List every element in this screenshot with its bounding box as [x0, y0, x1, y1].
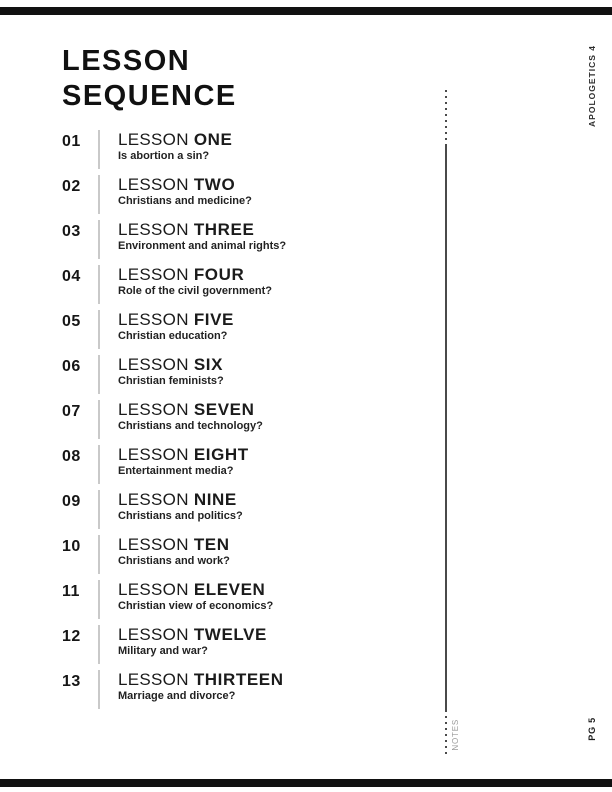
lesson-entry [98, 400, 263, 439]
lesson-subtitle: Christians and medicine? [118, 195, 252, 207]
lesson-number: 03 [62, 223, 81, 240]
lesson-entry [98, 175, 252, 214]
lesson-row [62, 625, 422, 670]
lesson-title-prefix: LESSON [118, 625, 189, 644]
lesson-number: 02 [62, 178, 81, 195]
lesson-title-name: TWO [193, 175, 236, 194]
lesson-title-prefix: LESSON [118, 400, 189, 419]
lesson-title [118, 445, 249, 464]
lesson-title-prefix: LESSON [118, 535, 189, 554]
lesson-title [118, 310, 234, 329]
lesson-title-name: THREE [193, 220, 255, 239]
lesson-title-name: TEN [193, 535, 230, 554]
page-title-line2: SEQUENCE [62, 80, 237, 112]
lesson-title-name: ONE [193, 130, 233, 149]
lesson-title-prefix: LESSON [118, 220, 189, 239]
lesson-title-name: SIX [193, 355, 224, 374]
lesson-subtitle: Christians and work? [118, 555, 230, 567]
lesson-title-prefix: LESSON [118, 310, 189, 329]
notes-label: NOTES [451, 719, 460, 751]
lesson-title-name: SEVEN [193, 400, 255, 419]
lesson-title-name: EIGHT [193, 445, 249, 464]
lesson-row [62, 580, 422, 625]
lesson-entry [98, 625, 267, 664]
lesson-title [118, 670, 284, 689]
lesson-row [62, 310, 422, 355]
lesson-subtitle: Christians and technology? [118, 420, 263, 432]
lesson-title [118, 535, 230, 554]
lesson-row [62, 220, 422, 265]
lesson-row [62, 265, 422, 310]
lesson-entry [98, 220, 286, 259]
lesson-number: 04 [62, 268, 81, 285]
lesson-title-name: FOUR [193, 265, 245, 284]
lesson-entry [98, 355, 224, 394]
lesson-row [62, 355, 422, 400]
lesson-number: 01 [62, 133, 81, 150]
lesson-number: 10 [62, 538, 81, 555]
lesson-title [118, 175, 252, 194]
lesson-title [118, 130, 232, 149]
lesson-title-prefix: LESSON [118, 355, 189, 374]
lesson-number: 07 [62, 403, 81, 420]
lesson-title [118, 580, 273, 599]
page-title-line1: LESSON [62, 45, 191, 77]
lesson-number: 05 [62, 313, 81, 330]
lesson-subtitle: Christian feminists? [118, 375, 224, 387]
lesson-title [118, 490, 243, 509]
lesson-number: 09 [62, 493, 81, 510]
lesson-row [62, 670, 422, 715]
lesson-row [62, 490, 422, 535]
bottom-edge-bar [0, 779, 612, 787]
lesson-title [118, 625, 267, 644]
lesson-subtitle: Environment and animal rights? [118, 240, 287, 252]
lesson-title-prefix: LESSON [118, 445, 189, 464]
lesson-title-prefix: LESSON [118, 490, 189, 509]
margin-rule [445, 145, 447, 710]
lesson-row [62, 130, 422, 175]
lesson-entry [98, 580, 273, 619]
lesson-title-name: ELEVEN [193, 580, 266, 599]
lesson-subtitle: Entertainment media? [118, 465, 234, 477]
lesson-sequence-list [62, 130, 422, 715]
lesson-subtitle: Is abortion a sin? [118, 150, 210, 162]
lesson-entry [98, 535, 230, 574]
lesson-title-name: NINE [193, 490, 237, 509]
lesson-entry [98, 130, 232, 169]
page-title [62, 44, 237, 114]
margin-rule-top-dashes [445, 90, 447, 145]
lesson-subtitle: Christian view of economics? [118, 600, 274, 612]
lesson-entry [98, 670, 284, 709]
lesson-title-prefix: LESSON [118, 265, 189, 284]
lesson-subtitle: Marriage and divorce? [118, 690, 236, 702]
lesson-title-prefix: LESSON [118, 175, 189, 194]
lesson-row [62, 535, 422, 580]
lesson-number: 12 [62, 628, 81, 645]
lesson-number: 08 [62, 448, 81, 465]
lesson-subtitle: Role of the civil government? [118, 285, 273, 297]
lesson-row [62, 445, 422, 490]
lesson-subtitle: Military and war? [118, 645, 208, 657]
lesson-subtitle: Christians and politics? [118, 510, 243, 522]
lesson-title [118, 355, 224, 374]
lesson-title [118, 400, 263, 419]
margin-rule-bottom-dashes [445, 710, 447, 757]
top-edge-bar [0, 7, 612, 15]
lesson-title-prefix: LESSON [118, 580, 189, 599]
lesson-title-prefix: LESSON [118, 670, 189, 689]
lesson-title-name: THIRTEEN [193, 670, 284, 689]
lesson-title [118, 220, 286, 239]
lesson-entry [98, 265, 272, 304]
lesson-entry [98, 445, 249, 484]
lesson-number: 06 [62, 358, 81, 375]
lesson-number: 11 [62, 583, 80, 600]
lesson-title-prefix: LESSON [118, 130, 189, 149]
lesson-title-name: FIVE [193, 310, 234, 329]
lesson-entry [98, 310, 234, 349]
book-spine-label: APOLOGETICS 4 [587, 45, 597, 127]
lesson-title-name: TWELVE [193, 625, 267, 644]
lesson-title [118, 265, 272, 284]
lesson-row [62, 175, 422, 220]
lesson-subtitle: Christian education? [118, 330, 228, 342]
lesson-row [62, 400, 422, 445]
page-number-label: PG 5 [587, 717, 597, 741]
lesson-entry [98, 490, 243, 529]
lesson-number: 13 [62, 673, 81, 690]
